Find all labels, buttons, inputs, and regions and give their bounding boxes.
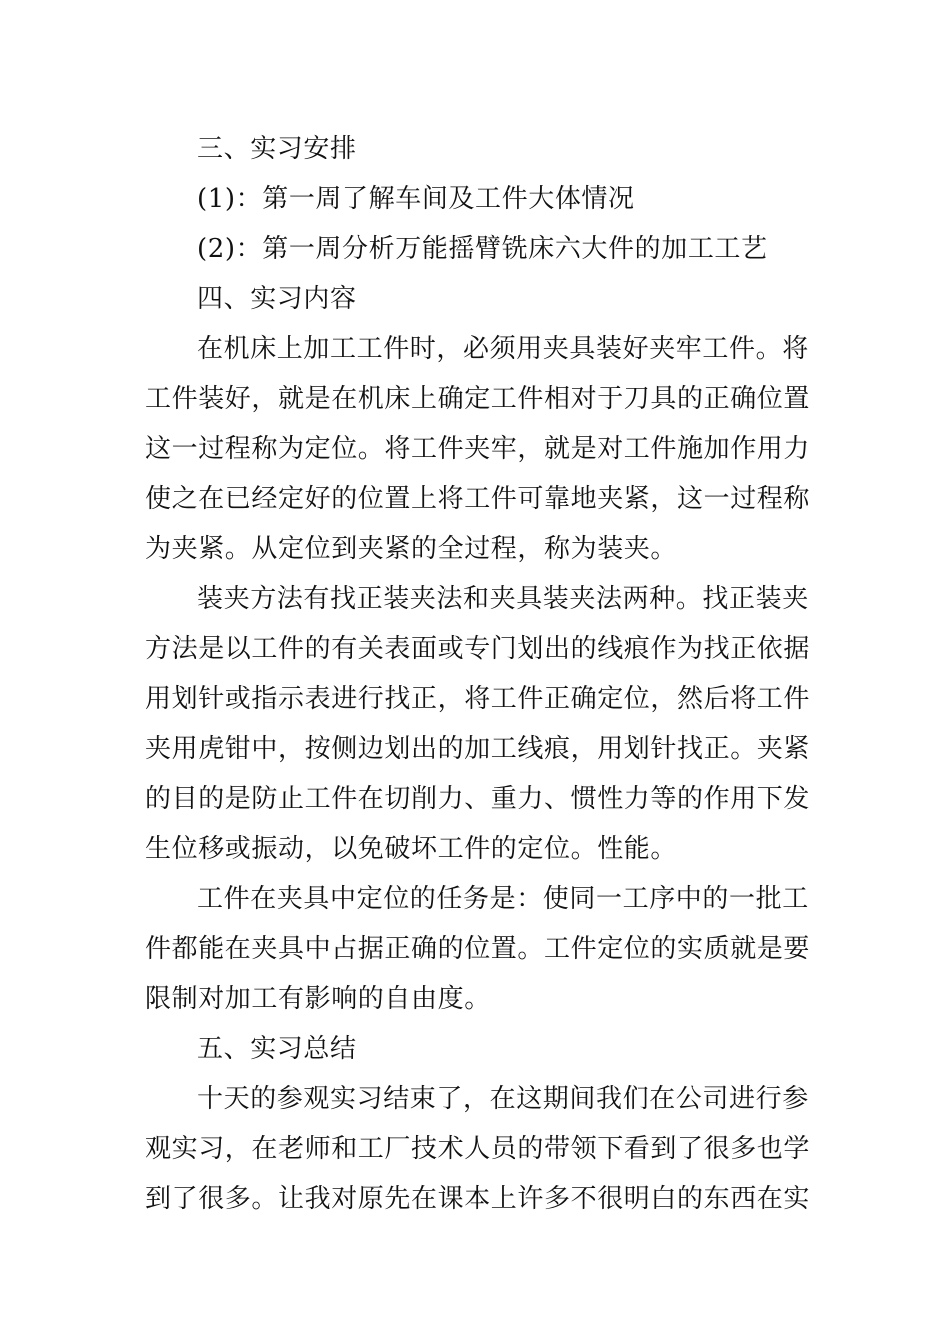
text-line: 的目的是防止工件在切削力、重力、惯性力等的作用下发 <box>145 784 811 814</box>
section-heading-summary: 五、实习总结 <box>197 1034 357 1064</box>
text-line: 使之在已经定好的位置上将工件可靠地夹紧，这一过程称 <box>145 484 811 514</box>
text-line: 观实习，在老师和工厂技术人员的带领下看到了很多也学 <box>145 1134 811 1164</box>
text-line: 工件装好，就是在机床上确定工件相对于刀具的正确位置 <box>145 384 811 414</box>
text-line: 到了很多。让我对原先在课本上许多不很明白的东西在实 <box>145 1184 811 1214</box>
text-line: 件都能在夹具中占据正确的位置。工件定位的实质就是要 <box>145 934 811 964</box>
text-line: 装夹方法有找正装夹法和夹具装夹法两种。找正装夹 <box>197 584 809 614</box>
text-line: 为夹紧。从定位到夹紧的全过程，称为装夹。 <box>145 534 678 564</box>
section-heading-arrangement: 三、实习安排 <box>197 134 357 164</box>
text-line: 这一过程称为定位。将工件夹牢，就是对工件施加作用力 <box>145 434 811 464</box>
section-heading-content: 四、实习内容 <box>197 284 357 314</box>
text-line: 限制对加工有影响的自由度。 <box>145 984 491 1014</box>
text-line: 夹用虎钳中，按侧边划出的加工线痕，用划针找正。夹紧 <box>145 734 811 764</box>
text-line: 方法是以工件的有关表面或专门划出的线痕作为找正依据 <box>145 634 811 664</box>
arrangement-item-2: (2)：第一周分析万能摇臂铣床六大件的加工工艺 <box>197 234 768 264</box>
text-line: 用划针或指示表进行找正，将工件正确定位，然后将工件 <box>145 684 811 714</box>
arrangement-item-1: (1)：第一周了解车间及工件大体情况 <box>197 184 635 214</box>
text-line: 十天的参观实习结束了，在这期间我们在公司进行参 <box>197 1084 809 1114</box>
text-line: 工件在夹具中定位的任务是：使同一工序中的一批工 <box>197 884 809 914</box>
text-line: 生位移或振动，以免破坏工件的定位。性能。 <box>145 834 678 864</box>
text-line: 在机床上加工工件时，必须用夹具装好夹牢工件。将 <box>197 334 809 364</box>
document-body <box>145 124 811 1224</box>
